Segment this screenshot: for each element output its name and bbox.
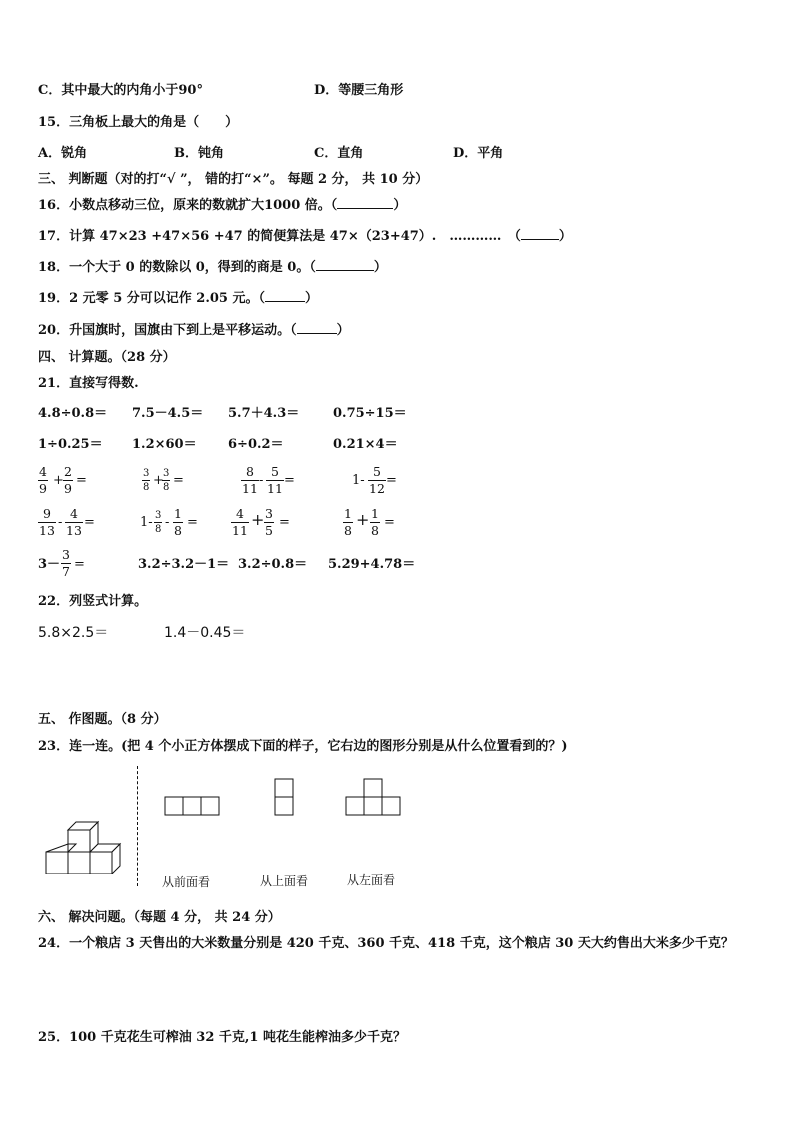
answer-blank[interactable] xyxy=(316,270,374,271)
option-c: C．其中最大的内角小于90° xyxy=(38,83,203,98)
fraction: 4 9 xyxy=(39,464,47,496)
equals: = xyxy=(279,515,290,530)
q19-text: 19．2 元零 5 分可以记作 2.05 元。（ xyxy=(38,291,265,306)
calc-item: 4.8÷0.8＝ xyxy=(38,406,108,421)
fraction: 3 5 xyxy=(265,506,273,538)
q20-text: 20．升国旗时，国旗由下到上是平移运动。（ xyxy=(38,323,297,338)
prefix: 1- xyxy=(352,473,365,488)
fraction: 9 13 xyxy=(39,506,55,538)
calc-item: 5.29+4.78＝ xyxy=(328,557,416,572)
view-label-left[interactable]: 从左面看 xyxy=(347,873,396,887)
question-24: 24．一个粮店 3 天售出的大米数量分别是 420 千克、360 千克、418 千克，这个粮店 30 天大约售出大米多少千克？ xyxy=(38,936,734,951)
question-20 xyxy=(38,323,350,339)
operator: + xyxy=(251,510,265,529)
q18-text: 18．一个大于 0 的数除以 0，得到的商是 0。（ xyxy=(38,260,316,275)
operator: + xyxy=(53,473,64,488)
fraction: 3 8 xyxy=(163,468,170,493)
question-22: 22．列竖式计算。 xyxy=(38,594,148,609)
cube-stack-figure xyxy=(40,812,126,874)
q17-text: 17．计算 47×23 +47×56 +47 的简便算法是 47×（23+47）. ………… （ xyxy=(38,229,521,244)
calc-item: 7.5－4.5＝ xyxy=(132,406,204,421)
section-5-heading: 五、 作图题。（8 分） xyxy=(38,712,167,727)
q20-close: ） xyxy=(336,323,350,338)
q18-close: ） xyxy=(373,260,387,275)
section-4-heading: 四、 计算题。（28 分） xyxy=(38,350,176,365)
fraction: 1 8 xyxy=(174,506,182,538)
fraction: 8 11 xyxy=(242,464,258,496)
q15-option-a: A．锐角 xyxy=(38,146,88,161)
equals: = xyxy=(173,473,184,488)
equals: = xyxy=(84,515,95,530)
q15-option-d: D．平角 xyxy=(453,146,504,161)
operator: - xyxy=(58,515,63,530)
question-16 xyxy=(38,198,406,214)
question-23: 23．连一连。(把 4 个小正方体摆成下面的样子，它右边的图形分别是从什么位置看到的？) xyxy=(38,739,568,754)
equals: = xyxy=(187,515,198,530)
operator: + xyxy=(153,473,164,488)
answer-blank[interactable] xyxy=(265,301,305,302)
fraction: 3 8 xyxy=(155,510,162,535)
prefix: 1- xyxy=(140,515,153,530)
view-label-front[interactable]: 从前面看 xyxy=(162,875,211,889)
question-21: 21．直接写得数. xyxy=(38,376,139,391)
dashed-divider xyxy=(137,766,138,886)
calc-item: 1÷0.25＝ xyxy=(38,437,103,452)
calc-item: 6÷0.2＝ xyxy=(228,437,284,452)
section-6-heading: 六、 解决问题。（每题 4 分， 共 24 分） xyxy=(38,910,281,925)
fraction: 5 12 xyxy=(369,464,385,496)
q19-close: ） xyxy=(304,291,318,306)
q17-close: ） xyxy=(558,229,572,244)
equals: = xyxy=(384,515,395,530)
fraction: 3 8 xyxy=(143,468,150,493)
question-19 xyxy=(38,291,318,307)
q15-option-c: C．直角 xyxy=(314,146,364,161)
question-15: 15．三角板上最大的角是（ ） xyxy=(38,115,239,130)
q16-text: 16．小数点移动三位，原来的数就扩大1000 倍。（ xyxy=(38,198,338,213)
answer-blank[interactable] xyxy=(297,333,337,334)
vertical-calc-item: 1.4－0.45＝ xyxy=(164,625,246,641)
answer-blank[interactable] xyxy=(521,239,559,240)
view-front-shape xyxy=(164,796,222,816)
prefix: 3－ xyxy=(38,557,61,572)
vertical-calc-item: 5.8×2.5＝ xyxy=(38,625,109,641)
calc-item: 3.2÷3.2－1＝ xyxy=(138,557,230,572)
view-top-shape xyxy=(274,778,296,816)
q16-close: ） xyxy=(393,198,407,213)
equals: = xyxy=(76,473,87,488)
calc-item: 5.7＋4.3＝ xyxy=(228,406,300,421)
view-left-shape xyxy=(345,778,403,816)
equals: = xyxy=(74,557,85,572)
fraction: 3 7 xyxy=(62,547,70,579)
fraction: 4 13 xyxy=(66,506,82,538)
view-label-top[interactable]: 从上面看 xyxy=(260,874,309,888)
calc-item: 3.2÷0.8＝ xyxy=(238,557,308,572)
question-17 xyxy=(38,229,572,245)
operator: + xyxy=(356,510,370,529)
fraction: 1 8 xyxy=(344,506,352,538)
question-25: 25．100 千克花生可榨油 32 千克,1 吨花生能榨油多少千克？ xyxy=(38,1030,406,1045)
operator: - xyxy=(165,515,170,530)
option-d: D．等腰三角形 xyxy=(314,83,404,98)
fraction: 2 9 xyxy=(64,464,72,496)
operator: - xyxy=(259,473,264,488)
fraction: 4 11 xyxy=(232,506,248,538)
section-3-heading: 三、 判断题（对的打“√ ”， 错的打“×”。 每题 2 分， 共 10 分） xyxy=(38,172,429,187)
equals: = xyxy=(386,473,397,488)
q15-option-b: B．钝角 xyxy=(174,146,224,161)
calc-item: 0.75÷15＝ xyxy=(333,406,407,421)
calc-item: 0.21×4＝ xyxy=(333,437,398,452)
answer-blank[interactable] xyxy=(337,208,393,209)
question-18 xyxy=(38,260,387,276)
calc-item: 1.2×60＝ xyxy=(132,437,197,452)
fraction: 5 11 xyxy=(267,464,283,496)
fraction: 1 8 xyxy=(371,506,379,538)
equals: = xyxy=(284,473,295,488)
